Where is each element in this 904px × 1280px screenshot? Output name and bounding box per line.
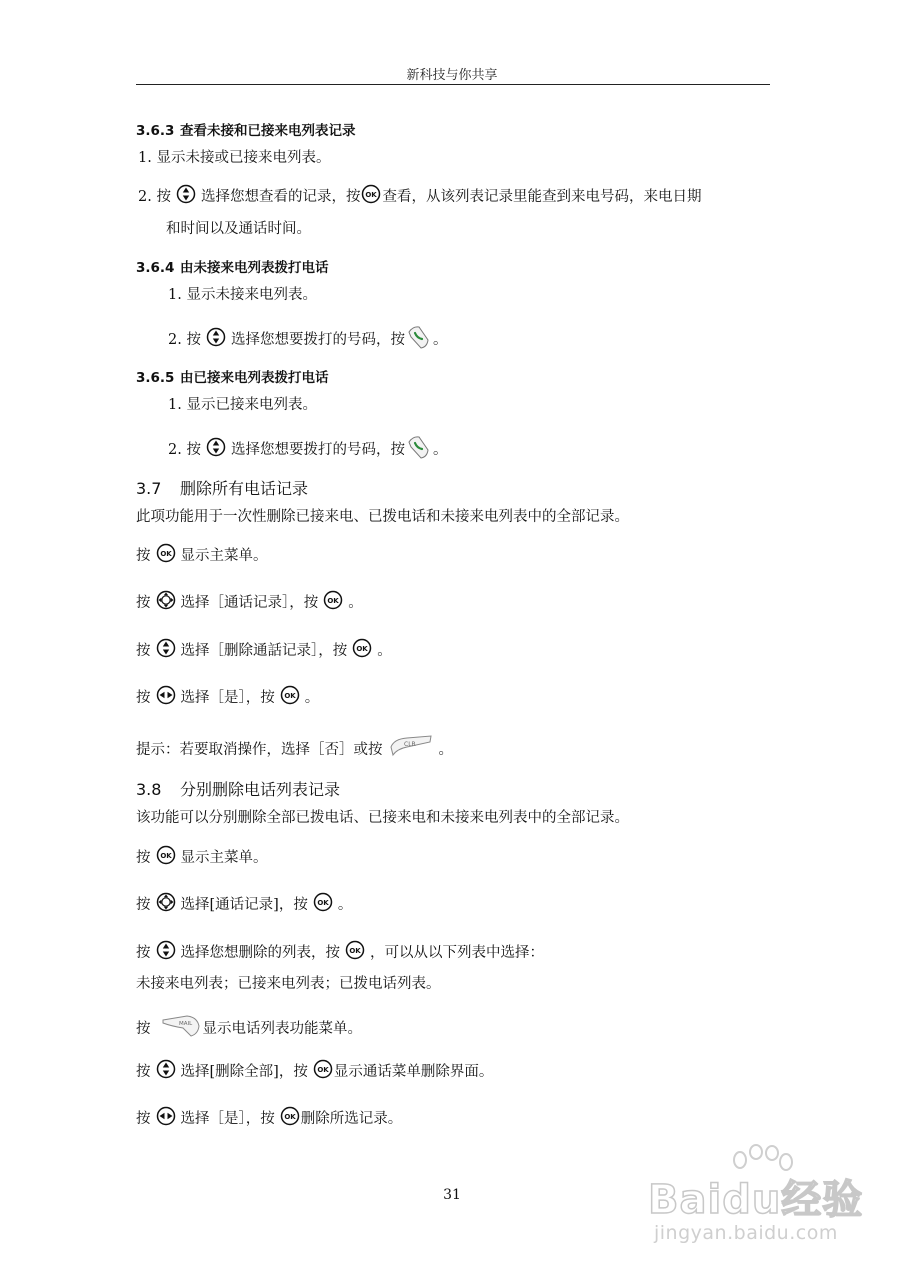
nav-leftright-key-icon — [156, 1106, 176, 1132]
step-text: 。 — [348, 595, 363, 611]
step-text: 按 — [136, 1021, 151, 1037]
step-text: 。 — [432, 332, 448, 348]
ok-key-label: OK — [349, 947, 361, 955]
nav-updown-key-icon — [156, 940, 176, 966]
section-title: 查看未接和已接来电列表记录 — [180, 123, 356, 139]
step-text: 2. 按 — [138, 189, 171, 205]
section-3-6-5-heading — [136, 368, 329, 388]
step-text: 。 — [337, 897, 353, 913]
ok-key-icon — [156, 543, 176, 569]
step-text: 显示主菜单。 — [180, 548, 268, 564]
section-number: 3.8 — [136, 780, 162, 799]
ok-key-label: OK — [317, 899, 329, 907]
step-text: 选择您想查看的记录，按 — [200, 189, 361, 205]
step-text: 按 — [136, 548, 151, 564]
step-text: 选择您想要拨打的号码，按 — [230, 442, 405, 458]
step-text: 选择您想删除的列表，按 — [180, 945, 340, 961]
ok-key-icon — [313, 1059, 333, 1085]
step-text: 按 — [136, 1064, 151, 1080]
section-title: 由已接来电列表拨打电话 — [180, 370, 329, 386]
step-line — [138, 184, 701, 210]
call-key-icon — [406, 324, 432, 356]
watermark-url: jingyan.baidu.com — [654, 1222, 838, 1244]
page-number: 31 — [443, 1187, 461, 1203]
step-text: 按 — [136, 595, 151, 611]
step-text: 选择［通话记录］，按 — [180, 595, 319, 611]
step-text: 按 — [136, 643, 151, 659]
step-text: 2. 按 — [168, 332, 201, 348]
page-header: 新科技与你共享 — [406, 68, 498, 83]
header-rule — [136, 84, 770, 85]
step-line — [136, 638, 392, 664]
ok-key-label: OK — [159, 550, 172, 558]
nav-updown-key-icon — [176, 184, 196, 210]
section-number: 3.7 — [136, 479, 162, 498]
step-text: 按 — [136, 850, 151, 866]
ok-key-icon — [313, 892, 333, 918]
section-3-7-heading — [136, 479, 308, 499]
step-text: 和时间以及通话时间。 — [166, 221, 311, 237]
step-text: 按 — [136, 897, 151, 913]
section-number: 3.6.5 — [136, 370, 175, 386]
ok-key-label: OK — [284, 692, 296, 700]
step-text: 1. 显示已接来电列表。 — [168, 397, 317, 413]
step-text: 按 — [136, 945, 151, 961]
clr-key-icon — [389, 735, 433, 765]
ok-key-label: OK — [159, 852, 172, 860]
ok-key-label: OK — [327, 597, 339, 605]
step-text: ，可以从以下列表中选择： — [370, 945, 544, 961]
ok-key-icon — [156, 845, 176, 871]
watermark-logo-text: Baidu经验 — [648, 1177, 864, 1223]
step-line — [136, 543, 268, 569]
tip-line — [136, 735, 453, 765]
step-text: 查看，从该列表记录里能查到来电号码，来电日期 — [382, 189, 702, 205]
step-line — [136, 1059, 493, 1085]
call-key-icon — [406, 434, 432, 466]
step-line — [136, 892, 352, 918]
section-title: 分别删除电话列表记录 — [180, 780, 341, 799]
nav-updown-key-icon — [156, 1059, 176, 1085]
step-line — [136, 590, 363, 616]
tip-text: 提示：若要取消操作，选择［否］或按 — [136, 742, 383, 758]
section-number: 3.6.4 — [136, 260, 175, 276]
step-text: 按 — [136, 1111, 151, 1127]
step-line — [136, 1106, 402, 1132]
step-line — [168, 324, 447, 356]
paragraph-text: 此项功能用于一次性删除已接来电、已拨电话和未接来电列表中的全部记录。 — [136, 509, 629, 525]
step-text: 1. 显示未接或已接来电列表。 — [138, 150, 331, 166]
step-text: 选择［删除通話记录］，按 — [180, 643, 348, 659]
ok-key-icon — [280, 685, 300, 711]
step-text: 删除所选记录。 — [300, 1111, 403, 1127]
step-text: 选择您想要拨打的号码，按 — [230, 332, 405, 348]
step-text: 显示主菜单。 — [180, 850, 268, 866]
baidu-jingyan-watermark — [648, 1144, 888, 1254]
step-line — [136, 845, 268, 871]
step-text: 显示通话菜单删除界面。 — [333, 1064, 494, 1080]
section-title: 由未接来电列表拨打电话 — [180, 260, 329, 276]
step-text: 选择[删除全部]，按 — [180, 1064, 308, 1080]
paragraph-text: 该功能可以分别删除全部已拨电话、已接来电和未接来电列表中的全部记录。 — [136, 810, 629, 826]
step-text: 选择［是］，按 — [180, 690, 275, 706]
step-line — [136, 1014, 362, 1044]
step-line — [136, 685, 319, 711]
ok-key-icon — [361, 184, 381, 210]
step-text: 1. 显示未接来电列表。 — [168, 287, 317, 303]
ok-key-icon — [280, 1106, 300, 1132]
step-text: 。 — [304, 690, 320, 706]
step-text: 。 — [432, 442, 448, 458]
section-3-8-heading — [136, 780, 340, 800]
ok-key-icon — [345, 940, 365, 966]
tip-text: 。 — [438, 742, 453, 758]
section-number: 3.6.3 — [136, 123, 175, 139]
ok-key-icon — [323, 590, 343, 616]
mail-key-icon — [161, 1014, 201, 1044]
step-line — [168, 434, 447, 466]
clr-key-label: CLR — [403, 741, 416, 748]
step-line — [136, 940, 544, 966]
nav-updown-key-icon — [206, 437, 226, 463]
ok-key-icon — [352, 638, 372, 664]
step-text: 选择[通话记录]，按 — [180, 897, 308, 913]
step-text: 。 — [377, 643, 392, 659]
step-text: 选择［是］，按 — [180, 1111, 275, 1127]
ok-key-label: OK — [365, 191, 378, 199]
nav-updown-key-icon — [206, 327, 226, 353]
step-text: 按 — [136, 690, 151, 706]
nav-4way-key-icon — [156, 892, 176, 918]
ok-key-label: OK — [356, 645, 368, 653]
paragraph-text: 未接来电列表；已接来电列表；已拨电话列表。 — [136, 976, 441, 992]
ok-key-label: OK — [317, 1066, 329, 1074]
nav-4way-key-icon — [156, 590, 176, 616]
nav-leftright-key-icon — [156, 685, 176, 711]
mail-key-label: MAIL — [178, 1021, 192, 1027]
step-text: 2. 按 — [168, 442, 201, 458]
step-text: 显示电话列表功能菜单。 — [202, 1021, 362, 1037]
nav-updown-key-icon — [156, 638, 176, 664]
section-3-6-4-heading — [136, 258, 329, 278]
section-title: 删除所有电话记录 — [180, 479, 309, 498]
ok-key-label: OK — [284, 1113, 296, 1121]
section-3-6-3-heading — [136, 121, 356, 141]
